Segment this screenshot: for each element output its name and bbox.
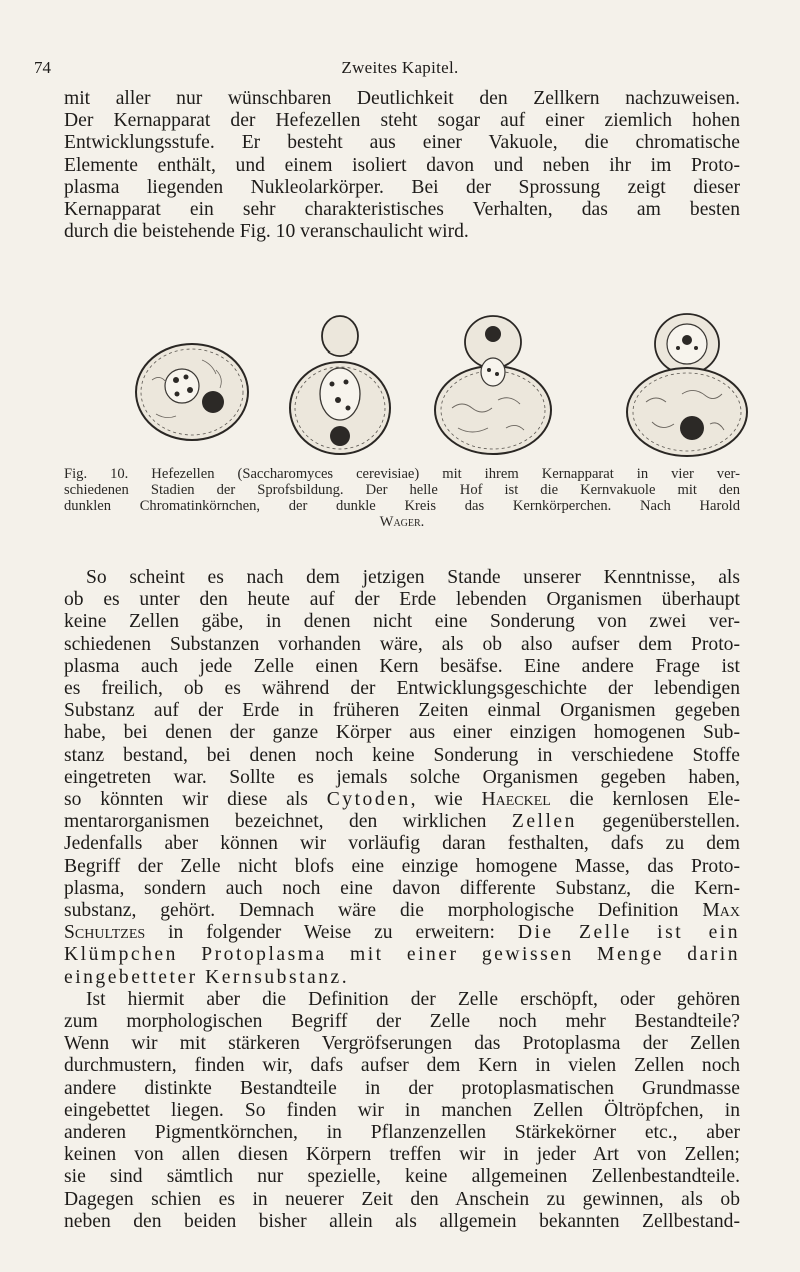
yeast-cell-stage-2 — [280, 312, 400, 458]
spaced-term: Zellen — [511, 811, 577, 833]
text-line: sie sind sämtlich nur spezielle, keine allgemeinen Zellenbestandteile. — [64, 1166, 740, 1188]
text-line: stanz bestand, bei denen noch keine Sonderung in verschiedene Stoffe — [64, 744, 740, 766]
text-line: Entwicklungsstufe. Er besteht aus einer Vakuole, die chromatische — [64, 132, 740, 154]
text-line: So scheint es nach dem jetzigen Stande unserer Kenntnisse, als — [86, 567, 740, 588]
text-line: durch die beistehende Fig. 10 veranschaulicht wird. — [64, 221, 469, 243]
text-line: anderen Pigmentkörnchen, in Pflanzenzellen Stärkekörner etc., aber — [64, 1122, 740, 1144]
text-line: Elemente enthält, und einem isoliert davon und neben ihr im Proto- — [64, 154, 740, 176]
text-line: eingetreten war. Sollte es jemals solche Organismen gegeben haben, — [64, 766, 740, 788]
text-line: Dagegen schien es in neuerer Zeit den Anschein zu gewinnen, als ob — [64, 1188, 740, 1210]
text-line: andere distinkte Bestandteile in der protoplasmatischen Grundmasse — [64, 1077, 740, 1099]
text-line: schiedenen Substanzen vorhanden wäre, als ob also aufser dem Proto- — [64, 633, 740, 655]
paragraph-2 — [64, 567, 740, 1233]
caption-line: schiedenen Stadien der Sprofsbildung. Der helle Hof ist die Kernvakuole mit den — [64, 482, 740, 498]
text-line: plasma liegenden Nukleolarkörper. Bei der Sprossung zeigt dieser — [64, 176, 740, 198]
text-line: plasma auch jede Zelle einen Kern besäfse. Eine andere Frage ist — [64, 655, 740, 677]
author-name: Schultzes — [64, 922, 146, 944]
text-line: mit aller nur wünschbaren Deutlichkeit den Zellkern nachzuweisen. — [64, 88, 740, 109]
text-line — [64, 811, 740, 833]
running-head: Zweites Kapitel. — [341, 58, 459, 77]
text-line: eingebettet liegen. So finden wir in manchen Zellen Öltröpfchen, in — [64, 1099, 740, 1121]
text-line: Ist hiermit aber die Definition der Zelle erschöpft, oder gehören — [86, 988, 740, 1010]
text-line: es freilich, ob es während der Entwicklungsgeschichte der lebendigen — [64, 678, 740, 700]
text-line: habe, bei denen der ganze Körper aus einer einzigen homogenen Sub- — [64, 722, 740, 744]
yeast-cell-stage-3 — [428, 312, 558, 458]
page-header — [34, 58, 766, 82]
page-number: 74 — [34, 58, 51, 77]
text-fragment: , wie — [410, 789, 463, 811]
text-line: Kernapparat ein sehr charakteristisches Verhalten, das am besten — [64, 199, 740, 221]
text-line: Der Kernapparat der Hefezellen steht sogar auf einer ziemlich hohen — [64, 110, 740, 132]
text-line: Klümpchen Protoplasma mit einer gewissen Menge darin — [64, 944, 740, 966]
caption-line: Fig. 10. Hefezellen (Saccharomyces cerevisiae) mit ihrem Kernapparat in vier ver- — [64, 466, 740, 482]
text-fragment: die kernlosen Ele- — [569, 789, 740, 811]
text-line — [64, 789, 740, 811]
author-name: Haeckel — [481, 789, 551, 811]
figure-10-yeast-cells — [132, 312, 762, 458]
text-fragment: so könnten wir diese als — [64, 789, 308, 811]
text-fragment: in folgender Weise zu erweitern: — [168, 922, 495, 944]
text-line: plasma, sondern auch noch eine davon differente Substanz, die Kern- — [64, 877, 740, 899]
text-line: zum morphologischen Begriff der Zelle noch mehr Bestandteile? — [64, 1011, 740, 1033]
text-line: durchmustern, finden wir, dafs aufser dem Kern in vielen Zellen noch — [64, 1055, 740, 1077]
text-fragment: mentarorganismen bezeichnet, den wirklichen — [64, 811, 487, 833]
spaced-term: Cytoden — [326, 789, 411, 811]
text-fragment: gegenüberstellen. — [602, 811, 740, 833]
text-line — [64, 922, 740, 944]
caption-line: dunklen Chromatinkörnchen, der dunkle Kreis das Kernkörperchen. Nach Harold — [64, 498, 740, 514]
text-line: Jedenfalls aber können wir vorläufig daran festhalten, dafs zu dem — [64, 833, 740, 855]
author-name: Max — [702, 900, 741, 922]
text-line: ob es unter den heute auf der Erde lebenden Organismen überhaupt — [64, 589, 740, 611]
caption-line: Wager. — [379, 514, 425, 530]
text-line — [64, 900, 740, 922]
paragraph-1 — [64, 88, 740, 243]
text-line: neben den beiden bisher allein als allgemein bekannten Zellbestand- — [64, 1210, 740, 1232]
text-line: keine Zellen gäbe, in denen nicht eine Sonderung von zwei ver- — [64, 611, 740, 633]
text-line: keinen von allen diesen Körpern treffen wir in jeder Art von Zellen; — [64, 1144, 740, 1166]
yeast-cell-stage-1 — [132, 340, 252, 444]
figure-caption — [64, 466, 740, 530]
text-line: Substanz auf der Erde in früheren Zeiten einmal Organismen gegeben — [64, 700, 740, 722]
yeast-cell-stage-4 — [622, 312, 752, 458]
text-line: eingebetteter Kernsubstanz. — [64, 966, 350, 988]
text-fragment: substanz, gehört. Demnach wäre die morphologische Definition — [64, 900, 679, 922]
spaced-definition: Die Zelle ist ein — [517, 922, 741, 944]
text-line: Wenn wir mit stärkeren Vergröfserungen das Protoplasma der Zellen — [64, 1033, 740, 1055]
text-line: Begriff der Zelle nicht blofs eine einzige homogene Masse, das Proto- — [64, 855, 740, 877]
